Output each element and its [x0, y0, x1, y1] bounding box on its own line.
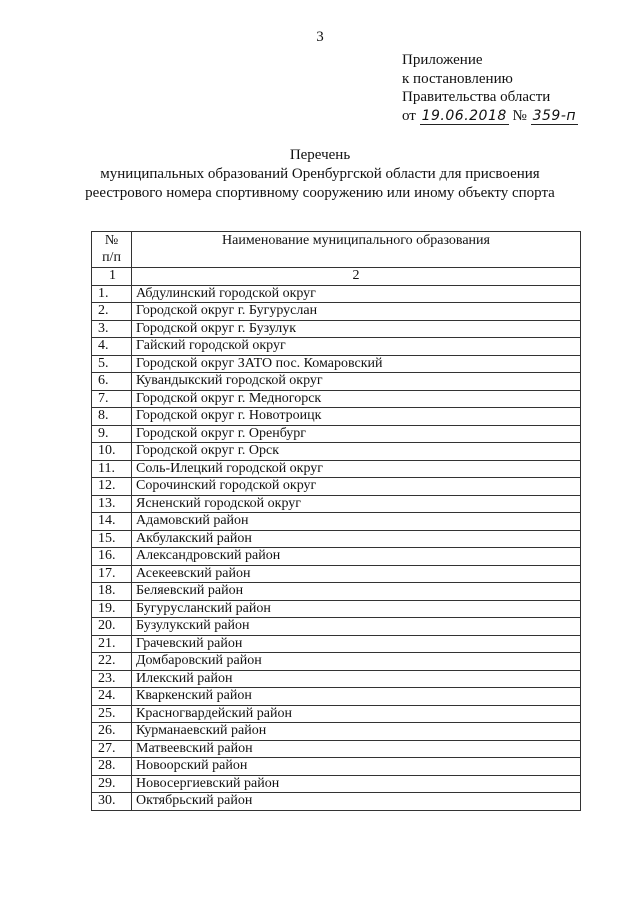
appendix-line-3: Правительства области	[402, 89, 551, 105]
municipality-name: Акбулакский район	[132, 530, 581, 548]
municipality-name: Городской округ ЗАТО пос. Комаровский	[132, 355, 581, 373]
table-row	[92, 285, 581, 303]
table-row	[92, 583, 581, 601]
municipality-name: Матвеевский район	[132, 740, 581, 758]
municipality-name: Кувандыкский городской округ	[132, 373, 581, 391]
row-number: 25.	[92, 705, 132, 723]
row-number: 15.	[92, 530, 132, 548]
municipality-name: Городской округ г. Медногорск	[132, 390, 581, 408]
row-number: 30.	[92, 793, 132, 811]
appendix-date-line	[402, 107, 578, 126]
table-row	[92, 548, 581, 566]
table-row	[92, 565, 581, 583]
table-row	[92, 758, 581, 776]
municipality-name: Адамовский район	[132, 513, 581, 531]
table-row	[92, 513, 581, 531]
table-header-row	[92, 232, 581, 268]
handwritten-number: 359-п	[532, 107, 577, 124]
table-row	[92, 338, 581, 356]
from-prefix: от	[402, 107, 416, 124]
row-number: 5.	[92, 355, 132, 373]
municipality-name: Городской округ г. Орск	[132, 443, 581, 461]
header-number-top: №	[104, 233, 119, 248]
row-number: 22.	[92, 653, 132, 671]
column-number-1: 1	[92, 268, 132, 286]
row-number: 18.	[92, 583, 132, 601]
municipality-name: Александровский район	[132, 548, 581, 566]
table-row	[92, 740, 581, 758]
column-number-row	[92, 268, 581, 286]
municipality-name: Соль-Илецкий городской округ	[132, 460, 581, 478]
municipality-name: Бугурусланский район	[132, 600, 581, 618]
row-number: 23.	[92, 670, 132, 688]
handwritten-date: 19.06.2018	[421, 107, 507, 124]
municipality-name: Грачевский район	[132, 635, 581, 653]
table-row	[92, 618, 581, 636]
row-number: 29.	[92, 775, 132, 793]
municipality-name: Асекеевский район	[132, 565, 581, 583]
municipality-name: Домбаровский район	[132, 653, 581, 671]
table-row	[92, 495, 581, 513]
number-sign: №	[512, 107, 527, 124]
row-number: 27.	[92, 740, 132, 758]
table-row	[92, 670, 581, 688]
title-line-3: реестрового номера спортивному сооружению или иному объекту спорта	[85, 185, 555, 201]
municipality-name: Городской округ г. Новотроицк	[132, 408, 581, 426]
municipality-name: Кваркенский район	[132, 688, 581, 706]
header-number-bottom: п/п	[102, 250, 121, 265]
municipality-name: Гайский городской округ	[132, 338, 581, 356]
municipality-name: Городской округ г. Бугуруслан	[132, 303, 581, 321]
table-body	[92, 285, 581, 810]
row-number: 19.	[92, 600, 132, 618]
row-number: 17.	[92, 565, 132, 583]
row-number: 21.	[92, 635, 132, 653]
page-number: 3	[316, 29, 324, 45]
row-number: 1.	[92, 285, 132, 303]
municipality-name: Ясненский городской округ	[132, 495, 581, 513]
appendix-line-1: Приложение	[402, 52, 483, 68]
header-name-cell: Наименование муниципального образования	[132, 232, 581, 268]
table-row	[92, 723, 581, 741]
row-number: 20.	[92, 618, 132, 636]
row-number: 7.	[92, 390, 132, 408]
title-line-2: муниципальных образований Оренбургской области для присвоения	[100, 166, 540, 182]
municipality-name: Городской округ г. Бузулук	[132, 320, 581, 338]
row-number: 3.	[92, 320, 132, 338]
table-row	[92, 530, 581, 548]
table-row	[92, 408, 581, 426]
title-line-1: Перечень	[289, 147, 351, 163]
municipality-name: Новоорский район	[132, 758, 581, 776]
row-number: 4.	[92, 338, 132, 356]
row-number: 11.	[92, 460, 132, 478]
row-number: 10.	[92, 443, 132, 461]
row-number: 8.	[92, 408, 132, 426]
row-number: 2.	[92, 303, 132, 321]
row-number: 12.	[92, 478, 132, 496]
municipality-name: Курманаевский район	[132, 723, 581, 741]
row-number: 6.	[92, 373, 132, 391]
municipality-name: Сорочинский городской округ	[132, 478, 581, 496]
table-row	[92, 355, 581, 373]
table-row	[92, 425, 581, 443]
column-number-2: 2	[132, 268, 581, 286]
table-row	[92, 320, 581, 338]
row-number: 14.	[92, 513, 132, 531]
table-row	[92, 705, 581, 723]
municipality-name: Городской округ г. Оренбург	[132, 425, 581, 443]
municipality-name: Беляевский район	[132, 583, 581, 601]
table-row	[92, 688, 581, 706]
table-row	[92, 373, 581, 391]
municipality-name: Новосергиевский район	[132, 775, 581, 793]
row-number: 24.	[92, 688, 132, 706]
row-number: 9.	[92, 425, 132, 443]
row-number: 13.	[92, 495, 132, 513]
header-number-cell	[92, 232, 132, 268]
row-number: 28.	[92, 758, 132, 776]
appendix-block	[402, 51, 578, 125]
table-row	[92, 635, 581, 653]
table-row	[92, 600, 581, 618]
table-row	[92, 390, 581, 408]
municipalities-table	[91, 231, 581, 811]
table-row	[92, 653, 581, 671]
municipality-name: Илекский район	[132, 670, 581, 688]
document-title	[0, 146, 640, 203]
table-row	[92, 793, 581, 811]
table-row	[92, 443, 581, 461]
municipality-name: Бузулукский район	[132, 618, 581, 636]
appendix-line-2: к постановлению	[402, 70, 513, 87]
table-row	[92, 775, 581, 793]
municipality-name: Красногвардейский район	[132, 705, 581, 723]
table-row	[92, 303, 581, 321]
table-row	[92, 460, 581, 478]
municipality-name: Абдулинский городской округ	[132, 285, 581, 303]
municipality-name: Октябрьский район	[132, 793, 581, 811]
row-number: 16.	[92, 548, 132, 566]
table-row	[92, 478, 581, 496]
row-number: 26.	[92, 723, 132, 741]
